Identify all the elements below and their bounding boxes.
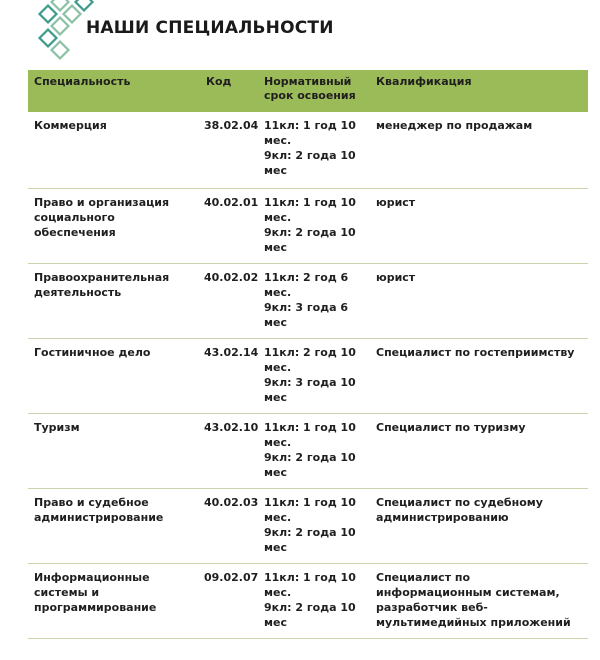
cell-qualification: менеджер по продажам — [370, 112, 588, 188]
term-line: 11кл: 1 год 10 — [264, 195, 356, 209]
specialties-table-wrapper — [28, 70, 588, 639]
term-line: мес — [264, 315, 287, 329]
term-line: мес — [264, 390, 287, 404]
term-line: мес. — [264, 510, 292, 524]
cell-term — [258, 188, 370, 263]
table-row — [28, 563, 588, 638]
term-line: 9кл: 2 года 10 — [264, 225, 356, 239]
cell-code: 38.02.04 — [200, 112, 258, 188]
term-line: 11кл: 1 год 10 — [264, 119, 356, 132]
cell-term — [258, 413, 370, 488]
term-line: мес — [264, 540, 287, 554]
cell-qualification: юрист — [370, 263, 588, 338]
cell-code: 09.02.07 — [200, 563, 258, 638]
table-row — [28, 188, 588, 263]
term-line: 11кл: 1 год 10 — [264, 495, 356, 509]
column-header-specialty: Специальность — [28, 70, 200, 112]
term-line: мес. — [264, 360, 292, 374]
cell-qualification: юрист — [370, 188, 588, 263]
cell-term — [258, 338, 370, 413]
cell-term — [258, 263, 370, 338]
cell-qualification: Специалист по туризму — [370, 413, 588, 488]
cell-specialty: Право и судебное администрирование — [28, 488, 200, 563]
cell-term — [258, 563, 370, 638]
term-line: 9кл: 2 года 10 — [264, 149, 356, 162]
term-line: 9кл: 3 года 6 — [264, 300, 348, 314]
term-line: мес — [264, 164, 287, 177]
table-row — [28, 263, 588, 338]
column-header-code: Код — [200, 70, 258, 112]
cell-qualification: Специалист по гостеприимству — [370, 338, 588, 413]
table-header-row — [28, 70, 588, 112]
term-line: мес. — [264, 285, 292, 299]
term-line: мес. — [264, 435, 292, 449]
cell-specialty: Право и организация социального обеспечения — [28, 188, 200, 263]
term-line: 11кл: 1 год 10 — [264, 570, 356, 584]
cell-term — [258, 112, 370, 188]
column-header-qualification: Квалификация — [370, 70, 588, 112]
cell-specialty: Гостиничное дело — [28, 338, 200, 413]
term-line: 9кл: 2 года 10 — [264, 525, 356, 539]
term-line: мес — [264, 465, 287, 479]
term-line: 9кл: 2 года 10 — [264, 600, 356, 614]
specialties-table — [28, 70, 588, 639]
cell-qualification: Специалист по информационным системам, разработчик веб-мультимедийных приложений — [370, 563, 588, 638]
term-line: 11кл: 2 год 6 — [264, 270, 349, 284]
term-line: мес. — [264, 134, 292, 147]
cell-code: 40.02.03 — [200, 488, 258, 563]
term-line: мес. — [264, 585, 292, 599]
cell-specialty: Правоохранительная деятельность — [28, 263, 200, 338]
cell-specialty: Туризм — [28, 413, 200, 488]
cell-term — [258, 488, 370, 563]
cell-qualification: Специалист по судебному администрированию — [370, 488, 588, 563]
term-line: 9кл: 3 года 10 — [264, 375, 356, 389]
cell-specialty: Информационные системы и программирование — [28, 563, 200, 638]
term-line: 11кл: 1 год 10 — [264, 420, 356, 434]
table-row — [28, 413, 588, 488]
cell-specialty: Коммерция — [28, 112, 200, 188]
term-line: 9кл: 2 года 10 — [264, 450, 356, 464]
cell-code: 40.02.02 — [200, 263, 258, 338]
term-line: мес. — [264, 210, 292, 224]
table-row — [28, 112, 588, 188]
term-line: мес — [264, 615, 287, 629]
table-row — [28, 338, 588, 413]
page-title: НАШИ СПЕЦИАЛЬНОСТИ — [86, 18, 334, 38]
cell-code: 43.02.10 — [200, 413, 258, 488]
table-body — [28, 112, 588, 638]
table-row — [28, 488, 588, 563]
term-line: 11кл: 2 год 10 — [264, 345, 356, 359]
column-header-term: Нормативный срок освоения — [258, 70, 370, 112]
term-line: мес — [264, 240, 287, 254]
cell-code: 40.02.01 — [200, 188, 258, 263]
cell-code: 43.02.14 — [200, 338, 258, 413]
